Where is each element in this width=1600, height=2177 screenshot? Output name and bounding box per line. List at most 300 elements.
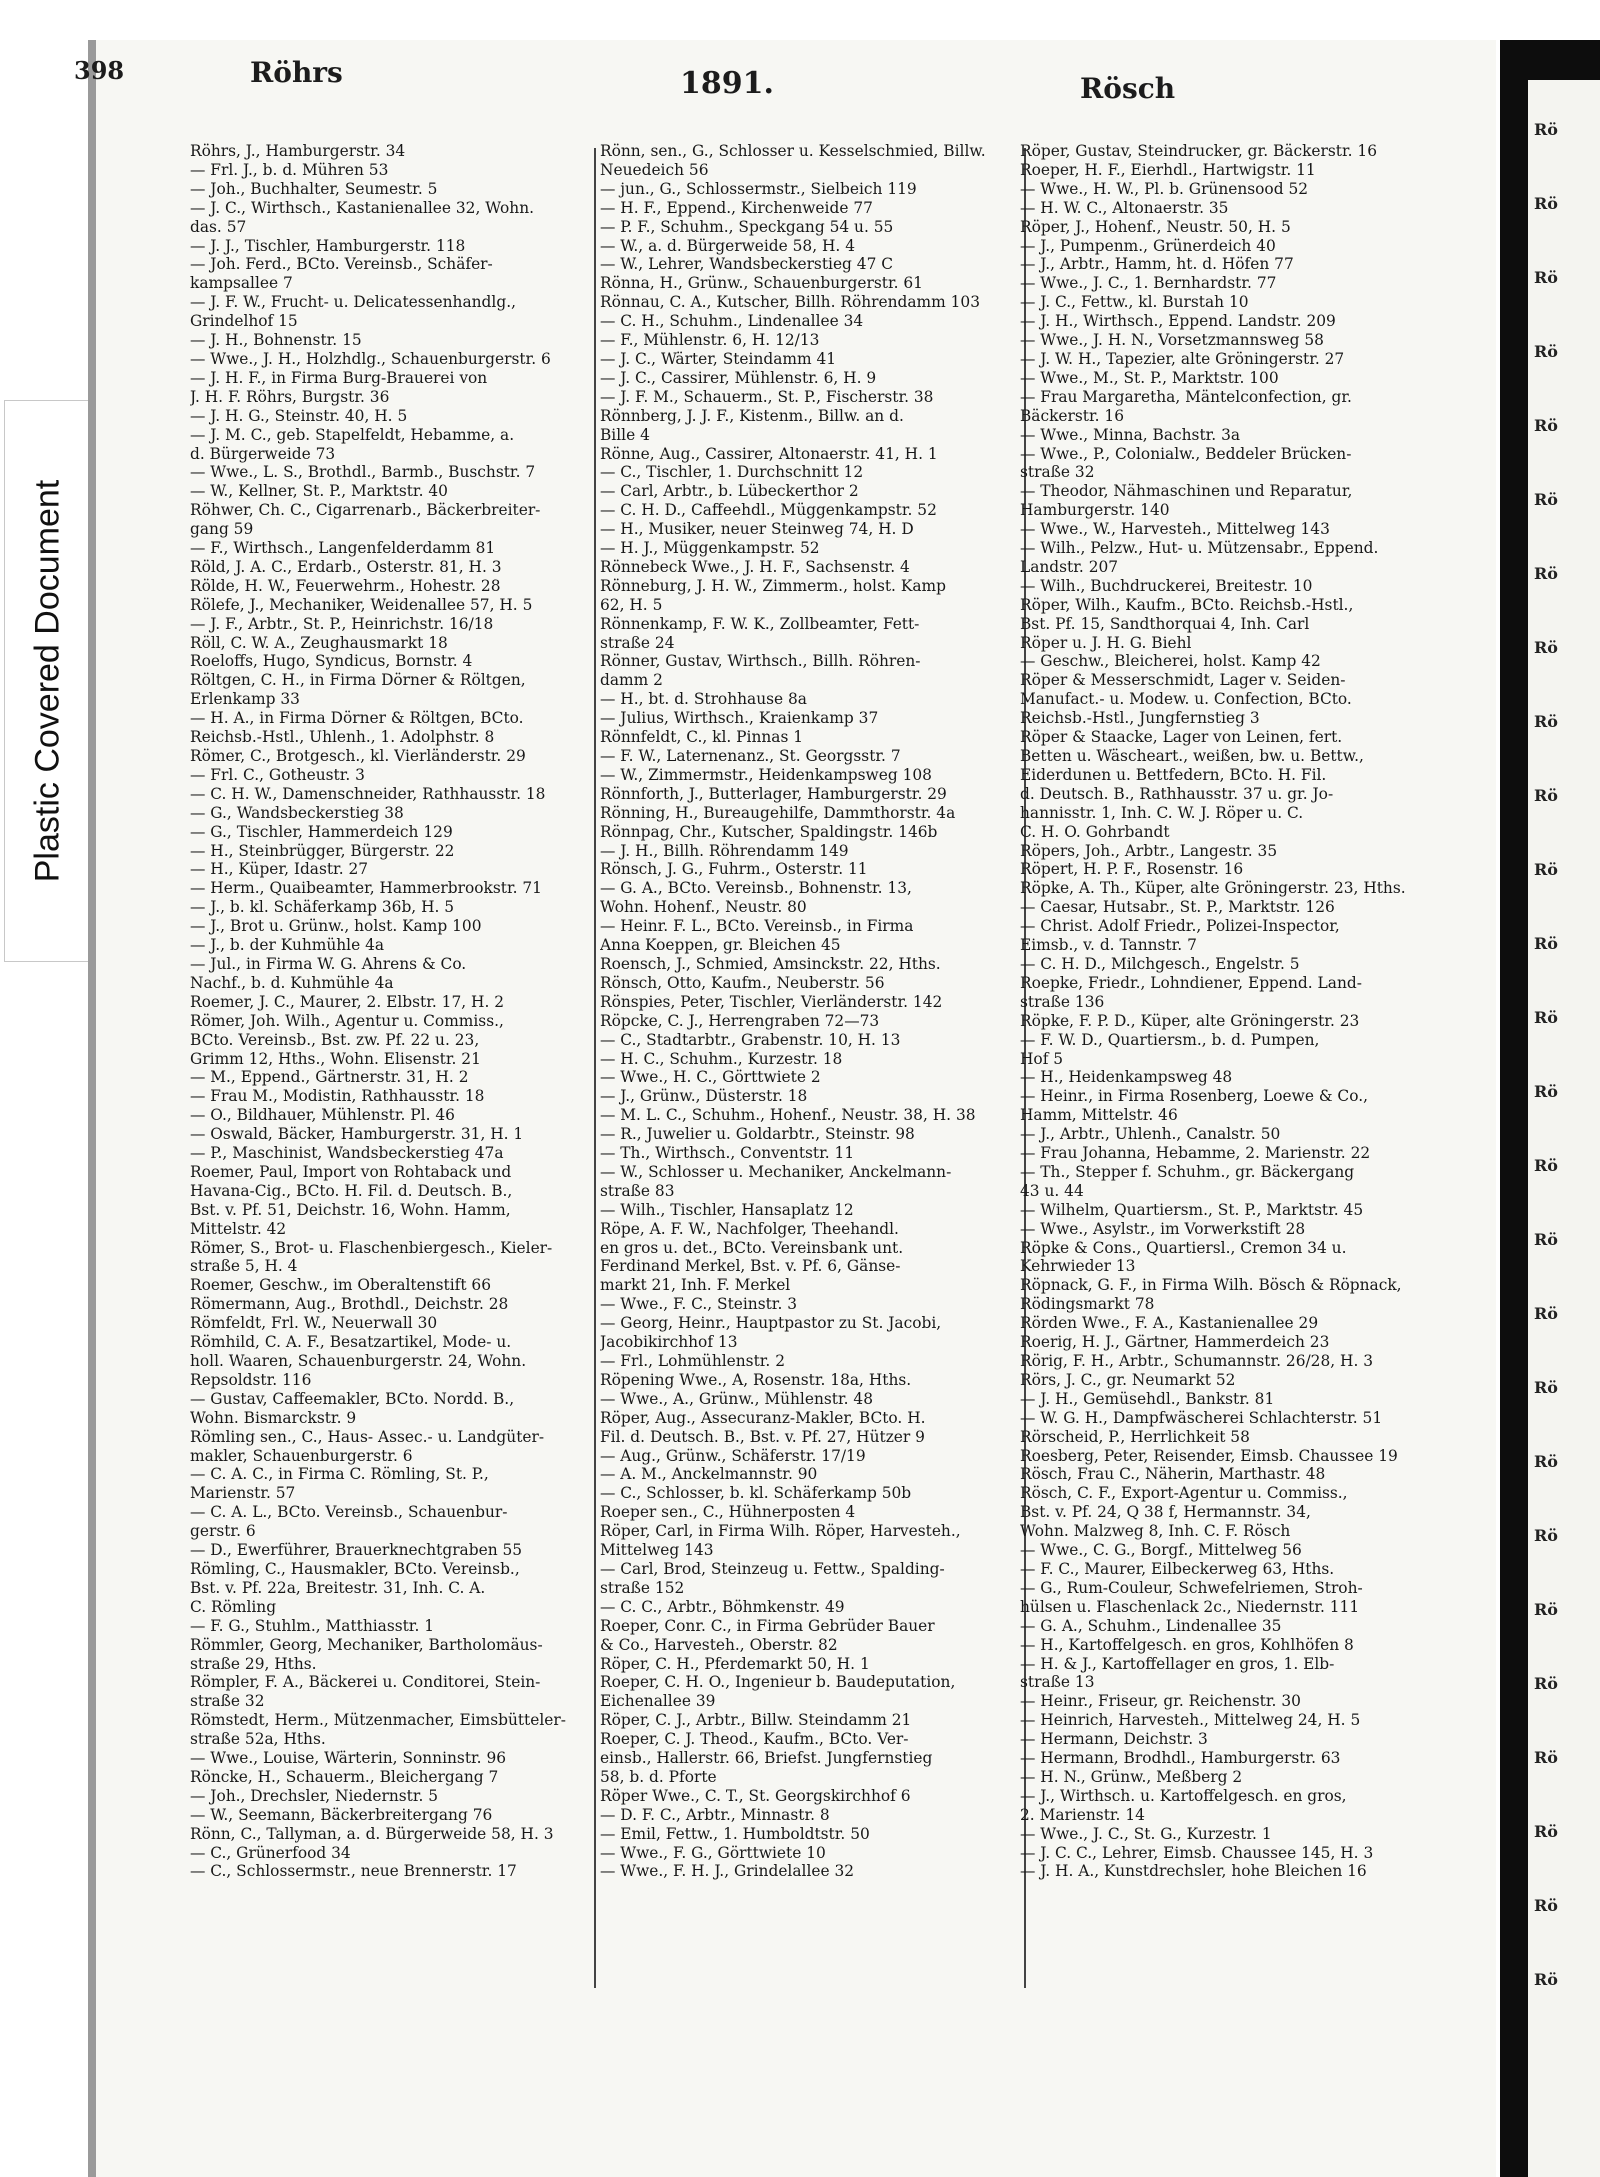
directory-entry: Röhrs, J., Hamburgerstr. 34 bbox=[190, 142, 406, 160]
adjacent-page-entry-fragment: Rö bbox=[1534, 490, 1558, 509]
directory-entry: — Aug., Grünw., Schäferstr. 17/19 bbox=[600, 1446, 866, 1465]
directory-entry: d. Deutsch. B., Rathhausstr. 37 u. gr. Jo- bbox=[1020, 784, 1334, 803]
adjacent-page-entry-fragment: Rö bbox=[1534, 1304, 1558, 1323]
directory-entry: — H., Kartoffelgesch. en gros, Kohlhöfen 8 bbox=[1020, 1635, 1354, 1654]
directory-entry: kampsallee 7 bbox=[190, 274, 293, 293]
directory-entry: — J. H. A., Kunstdrechsler, hohe Bleichen 16 bbox=[1020, 1862, 1367, 1881]
adjacent-page-entry-fragment: Rö bbox=[1534, 1748, 1558, 1767]
directory-entry: — C., Grünerfood 34 bbox=[190, 1843, 351, 1862]
adjacent-page-entry-fragment: Rö bbox=[1534, 1156, 1558, 1175]
directory-entry: — C., Schlossermstr., neue Brennerstr. 17 bbox=[190, 1862, 517, 1881]
directory-entry: — O., Bildhauer, Mühlenstr. Pl. 46 bbox=[190, 1106, 455, 1125]
directory-entry: Römhild, C. A. F., Besatzartikel, Mode- u. bbox=[190, 1333, 512, 1352]
directory-entry: straße 136 bbox=[1020, 992, 1105, 1011]
directory-entry: — Wwe., F. C., Steinstr. 3 bbox=[600, 1295, 798, 1314]
directory-entry: — H. J., Müggenkampstr. 52 bbox=[600, 539, 820, 558]
directory-entry: en gros u. det., BCto. Vereinsbank unt. bbox=[600, 1238, 904, 1257]
directory-entry: Roeper, C. H. O., Ingenieur b. Baudeputation, bbox=[600, 1673, 956, 1692]
directory-entry: — W., Schlosser u. Mechaniker, Anckelmann- bbox=[600, 1162, 952, 1181]
directory-entry: — P., Maschinist, Wandsbeckerstieg 47a bbox=[190, 1144, 504, 1163]
directory-entry: Bst. Pf. 15, Sandthorquai 4, Inh. Carl bbox=[1020, 614, 1310, 633]
directory-entry: einsb., Hallerstr. 66, Briefst. Jungfernstieg bbox=[600, 1749, 933, 1768]
directory-entry: — Joh., Buchhalter, Seumestr. 5 bbox=[190, 179, 438, 198]
directory-entry: — J. C., Fettw., kl. Burstah 10 bbox=[1020, 293, 1249, 312]
directory-entry: — M., Eppend., Gärtnerstr. 31, H. 2 bbox=[190, 1068, 469, 1087]
directory-entry: — J., Brot u. Grünw., holst. Kamp 100 bbox=[190, 917, 482, 936]
directory-entry: Roesberg, Peter, Reisender, Eimsb. Chaussee 19 bbox=[1020, 1446, 1398, 1465]
directory-entry: Erlenkamp 33 bbox=[190, 690, 300, 709]
directory-entry: Eiderdunen u. Bettfedern, BCto. H. Fil. bbox=[1020, 765, 1327, 784]
directory-entry: — J. M. C., geb. Stapelfeldt, Hebamme, a. bbox=[190, 425, 515, 444]
directory-entry: — Frl., Lohmühlenstr. 2 bbox=[600, 1352, 786, 1370]
directory-entry: Rönspies, Peter, Tischler, Vierländerstr. 142 bbox=[600, 992, 943, 1011]
running-head-left: Röhrs bbox=[250, 56, 343, 89]
adjacent-page-entry-fragment: Rö bbox=[1534, 1822, 1558, 1841]
directory-entry: Rönnpag, Chr., Kutscher, Spaldingstr. 146b bbox=[600, 822, 938, 841]
directory-entry: BCto. Vereinsb., Bst. zw. Pf. 22 u. 23, bbox=[190, 1030, 480, 1049]
directory-entry: — J. H., Gemüsehdl., Bankstr. 81 bbox=[1020, 1389, 1275, 1408]
directory-entry: Rönning, H., Bureaugehilfe, Dammthorstr. 4a bbox=[600, 803, 956, 822]
directory-entry: Röncke, H., Schauerm., Bleichergang 7 bbox=[190, 1767, 499, 1786]
directory-entry: Roerig, H. J., Gärtner, Hammerdeich 23 bbox=[1020, 1333, 1330, 1352]
directory-entry: — J. H. F., in Firma Burg-Brauerei von bbox=[190, 368, 488, 387]
directory-entry: — Joh., Drechsler, Niedernstr. 5 bbox=[190, 1786, 439, 1805]
directory-entry: Römmler, Georg, Mechaniker, Bartholomäus- bbox=[190, 1635, 543, 1654]
directory-entry: — D. F. C., Arbtr., Minnastr. 8 bbox=[600, 1805, 830, 1824]
directory-entry: Roepke, Friedr., Lohndiener, Eppend. Land- bbox=[1020, 973, 1362, 992]
directory-entry: — Wwe., W., Harvesteh., Mittelweg 143 bbox=[1020, 520, 1330, 539]
directory-entry: Röll, C. W. A., Zeughausmarkt 18 bbox=[190, 633, 448, 652]
directory-entry: straße 52a, Hths. bbox=[190, 1730, 326, 1749]
running-head-right: Rösch bbox=[1080, 72, 1176, 105]
directory-entry: Rönnberg, J. J. F., Kistenm., Billw. an d. bbox=[600, 406, 904, 425]
directory-entry: Römer, C., Brotgesch., kl. Vierländerstr. 29 bbox=[190, 747, 526, 765]
directory-entry: Rösch, C. F., Export-Agentur u. Commiss., bbox=[1020, 1484, 1348, 1503]
directory-entry: Hamburgerstr. 140 bbox=[1020, 501, 1170, 520]
directory-column-2 bbox=[600, 142, 1020, 1881]
adjacent-page-entry-fragment: Rö bbox=[1534, 268, 1558, 287]
directory-entry: — C. H. D., Milchgesch., Engelstr. 5 bbox=[1020, 954, 1300, 973]
directory-entry: — Wwe., F. G., Görttwiete 10 bbox=[600, 1843, 826, 1862]
directory-entry: — J. H., Bohnenstr. 15 bbox=[190, 331, 362, 350]
directory-entry: — Gustav, Caffeemakler, BCto. Nordd. B., bbox=[190, 1389, 515, 1408]
directory-entry: Reichsb.-Hstl., Uhlenh., 1. Adolphstr. 8 bbox=[190, 728, 495, 747]
directory-entry: — Wilhelm, Quartiersm., St. P., Marktstr. 45 bbox=[1020, 1200, 1364, 1219]
directory-entry: Roeper sen., C., Hühnerposten 4 bbox=[600, 1503, 856, 1522]
directory-entry: 58, b. d. Pforte bbox=[600, 1767, 717, 1786]
adjacent-page-entry-fragment: Rö bbox=[1534, 1452, 1558, 1471]
directory-entry: — Georg, Heinr., Hauptpastor zu St. Jacobi, bbox=[600, 1314, 942, 1333]
directory-entry: Römstedt, Herm., Mützenmacher, Eimsbütteler- bbox=[190, 1711, 566, 1730]
directory-entry: — F., Mühlenstr. 6, H. 12/13 bbox=[600, 331, 820, 350]
directory-entry: — J., Arbtr., Hamm, ht. d. Höfen 77 bbox=[1020, 255, 1294, 274]
directory-entry: — H. F., Eppend., Kirchenweide 77 bbox=[600, 198, 873, 217]
adjacent-page-entry-fragment: Rö bbox=[1534, 934, 1558, 953]
directory-entry: straße 24 bbox=[600, 633, 675, 652]
directory-entry: Rönnebeck Wwe., J. H. F., Sachsenstr. 4 bbox=[600, 557, 910, 576]
directory-entry: — C., Stadtarbtr., Grabenstr. 10, H. 13 bbox=[600, 1030, 901, 1049]
directory-entry: Repsoldstr. 116 bbox=[190, 1370, 312, 1389]
plastic-cover-label bbox=[4, 400, 92, 962]
directory-entry: — Heinrich, Harvesteh., Mittelweg 24, H. 5 bbox=[1020, 1711, 1361, 1730]
directory-entry: — Julius, Wirthsch., Kraienkamp 37 bbox=[600, 709, 879, 728]
directory-entry: — jun., G., Schlossermstr., Sielbeich 119 bbox=[600, 179, 917, 198]
directory-entry: — Carl, Brod, Steinzeug u. Fettw., Spalding- bbox=[600, 1559, 945, 1578]
directory-entry: 62, H. 5 bbox=[600, 595, 663, 614]
directory-entry: Reichsb.-Hstl., Jungfernstieg 3 bbox=[1020, 709, 1260, 728]
directory-entry: — Wilh., Tischler, Hansaplatz 12 bbox=[600, 1200, 854, 1219]
directory-entry: Römling, C., Hausmakler, BCto. Vereinsb., bbox=[190, 1559, 520, 1578]
directory-entry: Röld, J. A. C., Erdarb., Osterstr. 81, H. 3 bbox=[190, 557, 502, 576]
directory-entry: Grindelhof 15 bbox=[190, 312, 298, 331]
directory-entry: Manufact.- u. Modew. u. Confection, BCto. bbox=[1020, 690, 1352, 709]
directory-entry: — F. W. D., Quartiersm., b. d. Pumpen, bbox=[1020, 1030, 1320, 1049]
directory-entry: Röper, Aug., Assecuranz-Makler, BCto. H. bbox=[600, 1408, 926, 1427]
directory-entry: — C., Tischler, 1. Durchschnitt 12 bbox=[600, 463, 864, 482]
directory-entry: — H., Steinbrügger, Bürgerstr. 22 bbox=[190, 841, 455, 860]
directory-entry: — Heinr., Friseur, gr. Reichenstr. 30 bbox=[1020, 1692, 1301, 1711]
directory-entry: hannisstr. 1, Inh. C. W. J. Röper u. C. bbox=[1020, 803, 1304, 822]
directory-entry: Jacobikirchhof 13 bbox=[600, 1333, 738, 1352]
adjacent-page-entry-fragment: Rö bbox=[1534, 860, 1558, 879]
directory-entry: Wohn. Bismarckstr. 9 bbox=[190, 1408, 357, 1427]
directory-entry: Römer, S., Brot- u. Flaschenbiergesch., Kieler- bbox=[190, 1238, 553, 1257]
directory-entry: Röpke, A. Th., Küper, alte Gröningerstr. 23, Hths. bbox=[1020, 879, 1406, 898]
directory-entry: Rönnenkamp, F. W. K., Zollbeamter, Fett- bbox=[600, 614, 920, 633]
directory-column-1 bbox=[190, 142, 632, 1881]
directory-entry: — C. A. L., BCto. Vereinsb., Schauenbur- bbox=[190, 1503, 508, 1522]
directory-entry: damm 2 bbox=[600, 671, 663, 690]
directory-entry: — D., Ewerführer, Brauerknechtgraben 55 bbox=[190, 1541, 523, 1560]
directory-entry: — C. H. W., Damenschneider, Rathhausstr. 18 bbox=[190, 784, 546, 803]
directory-entry: — W., a. d. Bürgerweide 58, H. 4 bbox=[600, 236, 856, 255]
directory-entry: Röper u. J. H. G. Biehl bbox=[1020, 633, 1192, 652]
directory-entry: — J., Pumpenm., Grünerdeich 40 bbox=[1020, 236, 1276, 255]
directory-entry: Röper, J., Hohenf., Neustr. 50, H. 5 bbox=[1020, 217, 1291, 236]
directory-entry: Rörig, F. H., Arbtr., Schumannstr. 26/28, H. 3 bbox=[1020, 1352, 1374, 1370]
directory-entry: Röper, C. H., Pferdemarkt 50, H. 1 bbox=[600, 1654, 870, 1673]
directory-entry: — Wwe., Louise, Wärterin, Sonninstr. 96 bbox=[190, 1749, 507, 1768]
directory-entry: — J. H., Billh. Röhrendamm 149 bbox=[600, 841, 849, 860]
directory-entry: — M. L. C., Schuhm., Hohenf., Neustr. 38, H. 38 bbox=[600, 1106, 976, 1125]
directory-entry: Nachf., b. d. Kuhmühle 4a bbox=[190, 973, 394, 992]
directory-entry: — J., Wirthsch. u. Kartoffelgesch. en gros, bbox=[1020, 1786, 1347, 1805]
directory-entry: — Frau Johanna, Hebamme, 2. Marienstr. 22 bbox=[1020, 1144, 1371, 1163]
directory-entry: Röper, Wilh., Kaufm., BCto. Reichsb.-Hstl., bbox=[1020, 595, 1354, 614]
adjacent-page-entry-fragment: Rö bbox=[1534, 194, 1558, 213]
directory-entry: Grimm 12, Hths., Wohn. Elisenstr. 21 bbox=[190, 1049, 481, 1068]
directory-entry: — Joh. Ferd., BCto. Vereinsb., Schäfer- bbox=[190, 255, 493, 274]
directory-entry: Röper, Gustav, Steindrucker, gr. Bäckerstr. 16 bbox=[1020, 142, 1377, 160]
directory-entry: — F., Wirthsch., Langenfelderdamm 81 bbox=[190, 539, 496, 558]
directory-entry: — Frau M., Modistin, Rathhausstr. 18 bbox=[190, 1087, 485, 1106]
directory-entry: Röpert, H. P. F., Rosenstr. 16 bbox=[1020, 860, 1244, 879]
directory-entry: Rönnfeldt, C., kl. Pinnas 1 bbox=[600, 728, 804, 747]
directory-entry: — J. C. C., Lehrer, Eimsb. Chaussee 145, H. 3 bbox=[1020, 1843, 1374, 1862]
directory-entry: Röpening Wwe., A, Rosenstr. 18a, Hths. bbox=[600, 1370, 912, 1389]
adjacent-page-entry-fragment: Rö bbox=[1534, 712, 1558, 731]
directory-entry: Roeper, Conr. C., in Firma Gebrüder Bauer bbox=[600, 1616, 935, 1635]
directory-entry: Röper, C. J., Arbtr., Billw. Steindamm 21 bbox=[600, 1711, 912, 1730]
directory-entry: — Wwe., P., Colonialw., Beddeler Brücken- bbox=[1020, 444, 1352, 463]
directory-entry: — Geschw., Bleicherei, holst. Kamp 42 bbox=[1020, 652, 1321, 671]
directory-entry: Rönsch, Otto, Kaufm., Neuberstr. 56 bbox=[600, 973, 885, 992]
directory-entry: — J., b. der Kuhmühle 4a bbox=[190, 936, 385, 955]
directory-entry: Mittelweg 143 bbox=[600, 1541, 714, 1560]
left-scan-strip bbox=[0, 40, 92, 2177]
directory-entry: Rönn, C., Tallyman, a. d. Bürgerweide 58, H. 3 bbox=[190, 1824, 554, 1843]
directory-entry: — W., Lehrer, Wandsbeckerstieg 47 C bbox=[600, 255, 894, 274]
directory-entry: — G., Wandsbeckerstieg 38 bbox=[190, 803, 404, 822]
directory-entry: Roemer, Paul, Import von Rohtaback und bbox=[190, 1162, 512, 1181]
directory-entry: gerstr. 6 bbox=[190, 1522, 256, 1541]
directory-entry: — C. A. C., in Firma C. Römling, St. P., bbox=[190, 1465, 489, 1484]
adjacent-page-entry-fragment: Rö bbox=[1534, 1970, 1558, 1989]
directory-entry: — W. G. H., Dampfwäscherei Schlachterstr. 51 bbox=[1020, 1408, 1383, 1427]
directory-entry: — J., Arbtr., Uhlenh., Canalstr. 50 bbox=[1020, 1125, 1281, 1144]
directory-entry: Bäckerstr. 16 bbox=[1020, 406, 1125, 425]
directory-entry: — C. H., Schuhm., Lindenallee 34 bbox=[600, 312, 864, 331]
adjacent-page-entry-fragment: Rö bbox=[1534, 1896, 1558, 1915]
directory-entry: Röltgen, C. H., in Firma Dörner & Röltgen, bbox=[190, 671, 526, 690]
adjacent-page-entry-fragment: Rö bbox=[1534, 638, 1558, 657]
directory-entry: — J. F., Arbtr., St. P., Heinrichstr. 16/18 bbox=[190, 614, 494, 633]
adjacent-page-entry-fragment: Rö bbox=[1534, 1600, 1558, 1619]
adjacent-page-entry-fragment: Rö bbox=[1534, 1008, 1558, 1027]
directory-entry: Rönn, sen., G., Schlosser u. Kesselschmied, Billw. bbox=[600, 142, 986, 160]
directory-entry: Roemer, Geschw., im Oberaltenstift 66 bbox=[190, 1276, 491, 1295]
directory-entry: Bst. v. Pf. 24, Q 38 f, Hermannstr. 34, bbox=[1020, 1503, 1311, 1522]
directory-entry: Röper Wwe., C. T., St. Georgskirchhof 6 bbox=[600, 1786, 911, 1805]
directory-entry: Rönneburg, J. H. W., Zimmerm., holst. Kamp bbox=[600, 576, 946, 595]
directory-entry: Römermann, Aug., Brothdl., Deichstr. 28 bbox=[190, 1295, 509, 1314]
directory-entry: — J. H. G., Steinstr. 40, H. 5 bbox=[190, 406, 408, 425]
adjacent-page-entry-fragment: Rö bbox=[1534, 416, 1558, 435]
directory-entry: Röpke, F. P. D., Küper, alte Gröningerstr. 23 bbox=[1020, 1011, 1360, 1030]
directory-entry: hülsen u. Flaschenlack 2c., Niedernstr. 111 bbox=[1020, 1597, 1360, 1616]
directory-entry: Rörs, J. C., gr. Neumarkt 52 bbox=[1020, 1370, 1236, 1389]
directory-entry: straße 5, H. 4 bbox=[190, 1257, 298, 1276]
directory-entry: Landstr. 207 bbox=[1020, 557, 1119, 576]
directory-entry: — J. W. H., Tapezier, alte Gröningerstr. 27 bbox=[1020, 349, 1345, 368]
directory-entry: Rönna, H., Grünw., Schauenburgerstr. 61 bbox=[600, 274, 923, 293]
directory-entry: Röpcke, C. J., Herrengraben 72—73 bbox=[600, 1011, 880, 1030]
directory-entry: — Wwe., F. H. J., Grindelallee 32 bbox=[600, 1862, 855, 1881]
directory-entry: — Wwe., M., St. P., Marktstr. 100 bbox=[1020, 368, 1279, 387]
directory-entry: — J., Grünw., Düsterstr. 18 bbox=[600, 1087, 808, 1106]
directory-entry: makler, Schauenburgerstr. 6 bbox=[190, 1446, 413, 1465]
directory-entry: Hamm, Mittelstr. 46 bbox=[1020, 1106, 1178, 1125]
directory-entry: Hof 5 bbox=[1020, 1049, 1064, 1068]
directory-entry: Havana-Cig., BCto. H. Fil. d. Deutsch. B., bbox=[190, 1181, 513, 1200]
directory-entry: Röpers, Joh., Arbtr., Langestr. 35 bbox=[1020, 841, 1278, 860]
directory-entry: straße 29, Hths. bbox=[190, 1654, 317, 1673]
directory-entry: — G., Rum-Couleur, Schwefelriemen, Stroh- bbox=[1020, 1578, 1363, 1597]
directory-entry: — Herm., Quaibeamter, Hammerbrookstr. 71 bbox=[190, 879, 542, 898]
directory-entry: — Oswald, Bäcker, Hamburgerstr. 31, H. 1 bbox=[190, 1125, 524, 1144]
directory-entry: — Wwe., Asylstr., im Vorwerkstift 28 bbox=[1020, 1219, 1306, 1238]
directory-entry: — Wwe., Minna, Bachstr. 3a bbox=[1020, 425, 1241, 444]
directory-entry: — G., Tischler, Hammerdeich 129 bbox=[190, 822, 453, 841]
directory-entry: — J. H., Wirthsch., Eppend. Landstr. 209 bbox=[1020, 312, 1336, 331]
directory-entry: Roensch, J., Schmied, Amsinckstr. 22, Hths. bbox=[600, 954, 941, 973]
directory-entry: Roeper, C. J. Theod., Kaufm., BCto. Ver- bbox=[600, 1730, 909, 1749]
directory-entry: — H. C., Schuhm., Kurzestr. 18 bbox=[600, 1049, 843, 1068]
directory-entry: C. Römling bbox=[190, 1597, 277, 1616]
adjacent-page-entry-fragment: Rö bbox=[1534, 564, 1558, 583]
directory-entry: Röpke & Cons., Quartiersl., Cremon 34 u. bbox=[1020, 1238, 1347, 1257]
directory-entry: straße 32 bbox=[190, 1692, 265, 1711]
directory-entry: — G. A., BCto. Vereinsb., Bohnenstr. 13, bbox=[600, 879, 912, 898]
directory-entry: — Theodor, Nähmaschinen und Reparatur, bbox=[1020, 482, 1353, 501]
directory-entry: & Co., Harvesteh., Oberstr. 82 bbox=[600, 1635, 838, 1654]
adjacent-page-entry-fragment: Rö bbox=[1534, 1082, 1558, 1101]
directory-entry: — A. M., Anckelmannstr. 90 bbox=[600, 1465, 818, 1484]
directory-entry: — C. H. D., Caffeehdl., Müggenkampstr. 52 bbox=[600, 501, 937, 520]
directory-entry: — Caesar, Hutsabr., St. P., Marktstr. 126 bbox=[1020, 898, 1335, 917]
plastic-cover-label-text: Plastic Covered Document bbox=[28, 479, 67, 883]
directory-entry: markt 21, Inh. F. Merkel bbox=[600, 1276, 791, 1295]
directory-entry: J. H. F. Röhrs, Burgstr. 36 bbox=[190, 387, 390, 406]
directory-entry: — H., Küper, Idastr. 27 bbox=[190, 860, 369, 879]
directory-entry: — Wwe., J. C., 1. Bernhardstr. 77 bbox=[1020, 274, 1277, 293]
directory-entry: — Wwe., H. W., Pl. b. Grünensood 52 bbox=[1020, 179, 1309, 198]
directory-entry: Rösch, Frau C., Näherin, Marthastr. 48 bbox=[1020, 1465, 1326, 1484]
directory-entry: das. 57 bbox=[190, 217, 247, 236]
directory-entry: Bst. v. Pf. 22a, Breitestr. 31, Inh. C. A. bbox=[190, 1578, 486, 1597]
directory-entry: — Frau Margaretha, Mäntelconfection, gr. bbox=[1020, 387, 1352, 406]
directory-entry: Rörden Wwe., F. A., Kastanienallee 29 bbox=[1020, 1314, 1319, 1333]
directory-entry: — W., Kellner, St. P., Marktstr. 40 bbox=[190, 482, 448, 501]
directory-entry: — Th., Stepper f. Schuhm., gr. Bäckergang bbox=[1020, 1162, 1355, 1181]
directory-entry: — H. N., Grünw., Meßberg 2 bbox=[1020, 1767, 1243, 1786]
directory-entry: Bille 4 bbox=[600, 425, 650, 444]
directory-entry: Wohn. Hohenf., Neustr. 80 bbox=[600, 898, 807, 917]
directory-column-3 bbox=[1020, 142, 1470, 1881]
directory-entry: — J. F. W., Frucht- u. Delicatessenhandlg., bbox=[190, 293, 516, 312]
directory-entry: — W., Zimmermstr., Heidenkampsweg 108 bbox=[600, 765, 932, 784]
directory-entry: straße 83 bbox=[600, 1181, 675, 1200]
adjacent-page-entry-fragment: Rö bbox=[1534, 1526, 1558, 1545]
directory-entry: Mittelstr. 42 bbox=[190, 1219, 287, 1238]
directory-entry: — Hermann, Brodhdl., Hamburgerstr. 63 bbox=[1020, 1749, 1341, 1768]
directory-entry: Römer, Joh. Wilh., Agentur u. Commiss., bbox=[190, 1011, 504, 1030]
directory-entry: Kehrwieder 13 bbox=[1020, 1257, 1136, 1276]
directory-entry: — H., bt. d. Strohhause 8a bbox=[600, 690, 807, 709]
directory-entry: — H. A., in Firma Dörner & Röltgen, BCto. bbox=[190, 709, 524, 728]
directory-entry: Eimsb., v. d. Tannstr. 7 bbox=[1020, 936, 1197, 955]
directory-entry: — Hermann, Deichstr. 3 bbox=[1020, 1730, 1208, 1749]
directory-entry: — F. C., Maurer, Eilbeckerweg 63, Hths. bbox=[1020, 1559, 1335, 1578]
directory-entry: — R., Juwelier u. Goldarbtr., Steinstr. 98 bbox=[600, 1125, 915, 1144]
directory-entry: Römling sen., C., Haus- Assec.- u. Landgüter- bbox=[190, 1427, 545, 1446]
directory-entry: — F. W., Laternenanz., St. Georgsstr. 7 bbox=[600, 747, 901, 765]
directory-entry: — W., Seemann, Bäckerbreitergang 76 bbox=[190, 1805, 493, 1824]
directory-entry: — Heinr. F. L., BCto. Vereinsb., in Firma bbox=[600, 917, 914, 936]
directory-entry: — H., Musiker, neuer Steinweg 74, H. D bbox=[600, 520, 914, 539]
directory-entry: Betten u. Wäscheart., weißen, bw. u. Bettw., bbox=[1020, 747, 1364, 765]
directory-entry: Rönsch, J. G., Fuhrm., Osterstr. 11 bbox=[600, 860, 868, 879]
directory-entry: 2. Marienstr. 14 bbox=[1020, 1805, 1145, 1824]
adjacent-page-entry-fragment: Rö bbox=[1534, 120, 1558, 139]
directory-entry: — J. C., Wirthsch., Kastanienallee 32, Wohn. bbox=[190, 198, 535, 217]
directory-entry: Marienstr. 57 bbox=[190, 1484, 296, 1503]
directory-entry: Rölde, H. W., Feuerwehrm., Hohestr. 28 bbox=[190, 576, 501, 595]
directory-entry: Römpler, F. A., Bäckerei u. Conditorei, Stein- bbox=[190, 1673, 541, 1692]
directory-entry: — Christ. Adolf Friedr., Polizei-Inspector, bbox=[1020, 917, 1340, 936]
directory-entry: straße 32 bbox=[1020, 463, 1095, 482]
directory-entry: Röpnack, G. F., in Firma Wilh. Bösch & Röpnack, bbox=[1020, 1276, 1402, 1295]
directory-entry: — H. W. C., Altonaerstr. 35 bbox=[1020, 198, 1229, 217]
adjacent-page-entry-fragment: Rö bbox=[1534, 1230, 1558, 1249]
directory-entry: — J. C., Wärter, Steindamm 41 bbox=[600, 349, 837, 368]
directory-entry: — J. J., Tischler, Hamburgerstr. 118 bbox=[190, 236, 466, 255]
directory-entry: 43 u. 44 bbox=[1020, 1181, 1084, 1200]
directory-entry: — Wwe., A., Grünw., Mühlenstr. 48 bbox=[600, 1389, 873, 1408]
directory-entry: Röper, Carl, in Firma Wilh. Röper, Harvesteh., bbox=[600, 1522, 961, 1541]
directory-entry: d. Bürgerweide 73 bbox=[190, 444, 336, 463]
directory-entry: — Frl. J., b. d. Mühren 53 bbox=[190, 160, 389, 179]
directory-entry: — J., b. kl. Schäferkamp 36b, H. 5 bbox=[190, 898, 455, 917]
directory-entry: — Wilh., Buchdruckerei, Breitestr. 10 bbox=[1020, 576, 1313, 595]
directory-entry: C. H. O. Gohrbandt bbox=[1020, 822, 1170, 841]
directory-entry: Röper & Staacke, Lager von Leinen, fert. bbox=[1020, 728, 1343, 747]
adjacent-page-fragment bbox=[1528, 80, 1600, 2177]
directory-entry: — C. C., Arbtr., Böhmkenstr. 49 bbox=[600, 1597, 845, 1616]
directory-entry: — Wwe., J. C., St. G., Kurzestr. 1 bbox=[1020, 1824, 1272, 1843]
directory-entry: Wohn. Malzweg 8, Inh. C. F. Rösch bbox=[1020, 1522, 1291, 1541]
directory-entry: Neuedeich 56 bbox=[600, 160, 709, 179]
directory-entry: Rörscheid, P., Herrlichkeit 58 bbox=[1020, 1427, 1250, 1446]
directory-entry: — Wwe., C. G., Borgf., Mittelweg 56 bbox=[1020, 1541, 1302, 1560]
directory-entry: Rönne, Aug., Cassirer, Altonaerstr. 41, H. 1 bbox=[600, 444, 938, 463]
directory-entry: — Heinr., in Firma Rosenberg, Loewe & Co., bbox=[1020, 1087, 1368, 1106]
directory-entry: — Jul., in Firma W. G. Ahrens & Co. bbox=[190, 954, 467, 973]
directory-entry: — H. & J., Kartoffellager en gros, 1. Elb- bbox=[1020, 1654, 1335, 1673]
page-number: 398 bbox=[74, 56, 125, 85]
directory-entry: straße 152 bbox=[600, 1578, 685, 1597]
directory-entry: Rölefe, J., Mechaniker, Weidenallee 57, H. 5 bbox=[190, 595, 533, 614]
directory-entry: Roeloffs, Hugo, Syndicus, Bornstr. 4 bbox=[190, 652, 473, 671]
adjacent-page-entry-fragment: Rö bbox=[1534, 1674, 1558, 1693]
directory-entry: Roeper, H. F., Eierhdl., Hartwigstr. 11 bbox=[1020, 160, 1316, 179]
directory-entry: — Wilh., Pelzw., Hut- u. Mützensabr., Eppend. bbox=[1020, 539, 1379, 558]
directory-entry: straße 13 bbox=[1020, 1673, 1095, 1692]
directory-entry: — C., Schlosser, b. kl. Schäferkamp 50b bbox=[600, 1484, 912, 1503]
directory-entry: Röper & Messerschmidt, Lager v. Seiden- bbox=[1020, 671, 1346, 690]
directory-entry: — G. A., Schuhm., Lindenallee 35 bbox=[1020, 1616, 1282, 1635]
directory-entry: gang 59 bbox=[190, 520, 254, 539]
directory-entry: — J. F. M., Schauerm., St. P., Fischerstr. 38 bbox=[600, 387, 934, 406]
directory-entry: — Th., Wirthsch., Conventstr. 11 bbox=[600, 1144, 855, 1163]
column-rule bbox=[594, 148, 596, 1988]
directory-entry: — Wwe., J. H., Holzhdlg., Schauenburgerstr. 6 bbox=[190, 349, 551, 368]
directory-entry: Rönnforth, J., Butterlager, Hamburgerstr. 29 bbox=[600, 784, 947, 803]
adjacent-page-entry-fragment: Rö bbox=[1534, 786, 1558, 805]
directory-entry: — Wwe., J. H. N., Vorsetzmannsweg 58 bbox=[1020, 331, 1324, 350]
directory-entry: — Carl, Arbtr., b. Lübeckerthor 2 bbox=[600, 482, 859, 501]
directory-entry: — Wwe., H. C., Görttwiete 2 bbox=[600, 1068, 821, 1087]
directory-entry: Rönner, Gustav, Wirthsch., Billh. Röhren- bbox=[600, 652, 921, 671]
directory-entry: — Wwe., L. S., Brothdl., Barmb., Buschstr. 7 bbox=[190, 463, 536, 482]
directory-entry: Römfeldt, Frl. W., Neuerwall 30 bbox=[190, 1314, 438, 1333]
adjacent-page-entry-fragment: Rö bbox=[1534, 1378, 1558, 1397]
directory-entry: — J. C., Cassirer, Mühlenstr. 6, H. 9 bbox=[600, 368, 877, 387]
directory-entry: Eichenallee 39 bbox=[600, 1692, 716, 1711]
directory-entry: Fil. d. Deutsch. B., Bst. v. Pf. 27, Hützer 9 bbox=[600, 1427, 925, 1446]
directory-entry: Ferdinand Merkel, Bst. v. Pf. 6, Gänse- bbox=[600, 1257, 901, 1276]
directory-entry: — P. F., Schuhm., Speckgang 54 u. 55 bbox=[600, 217, 894, 236]
